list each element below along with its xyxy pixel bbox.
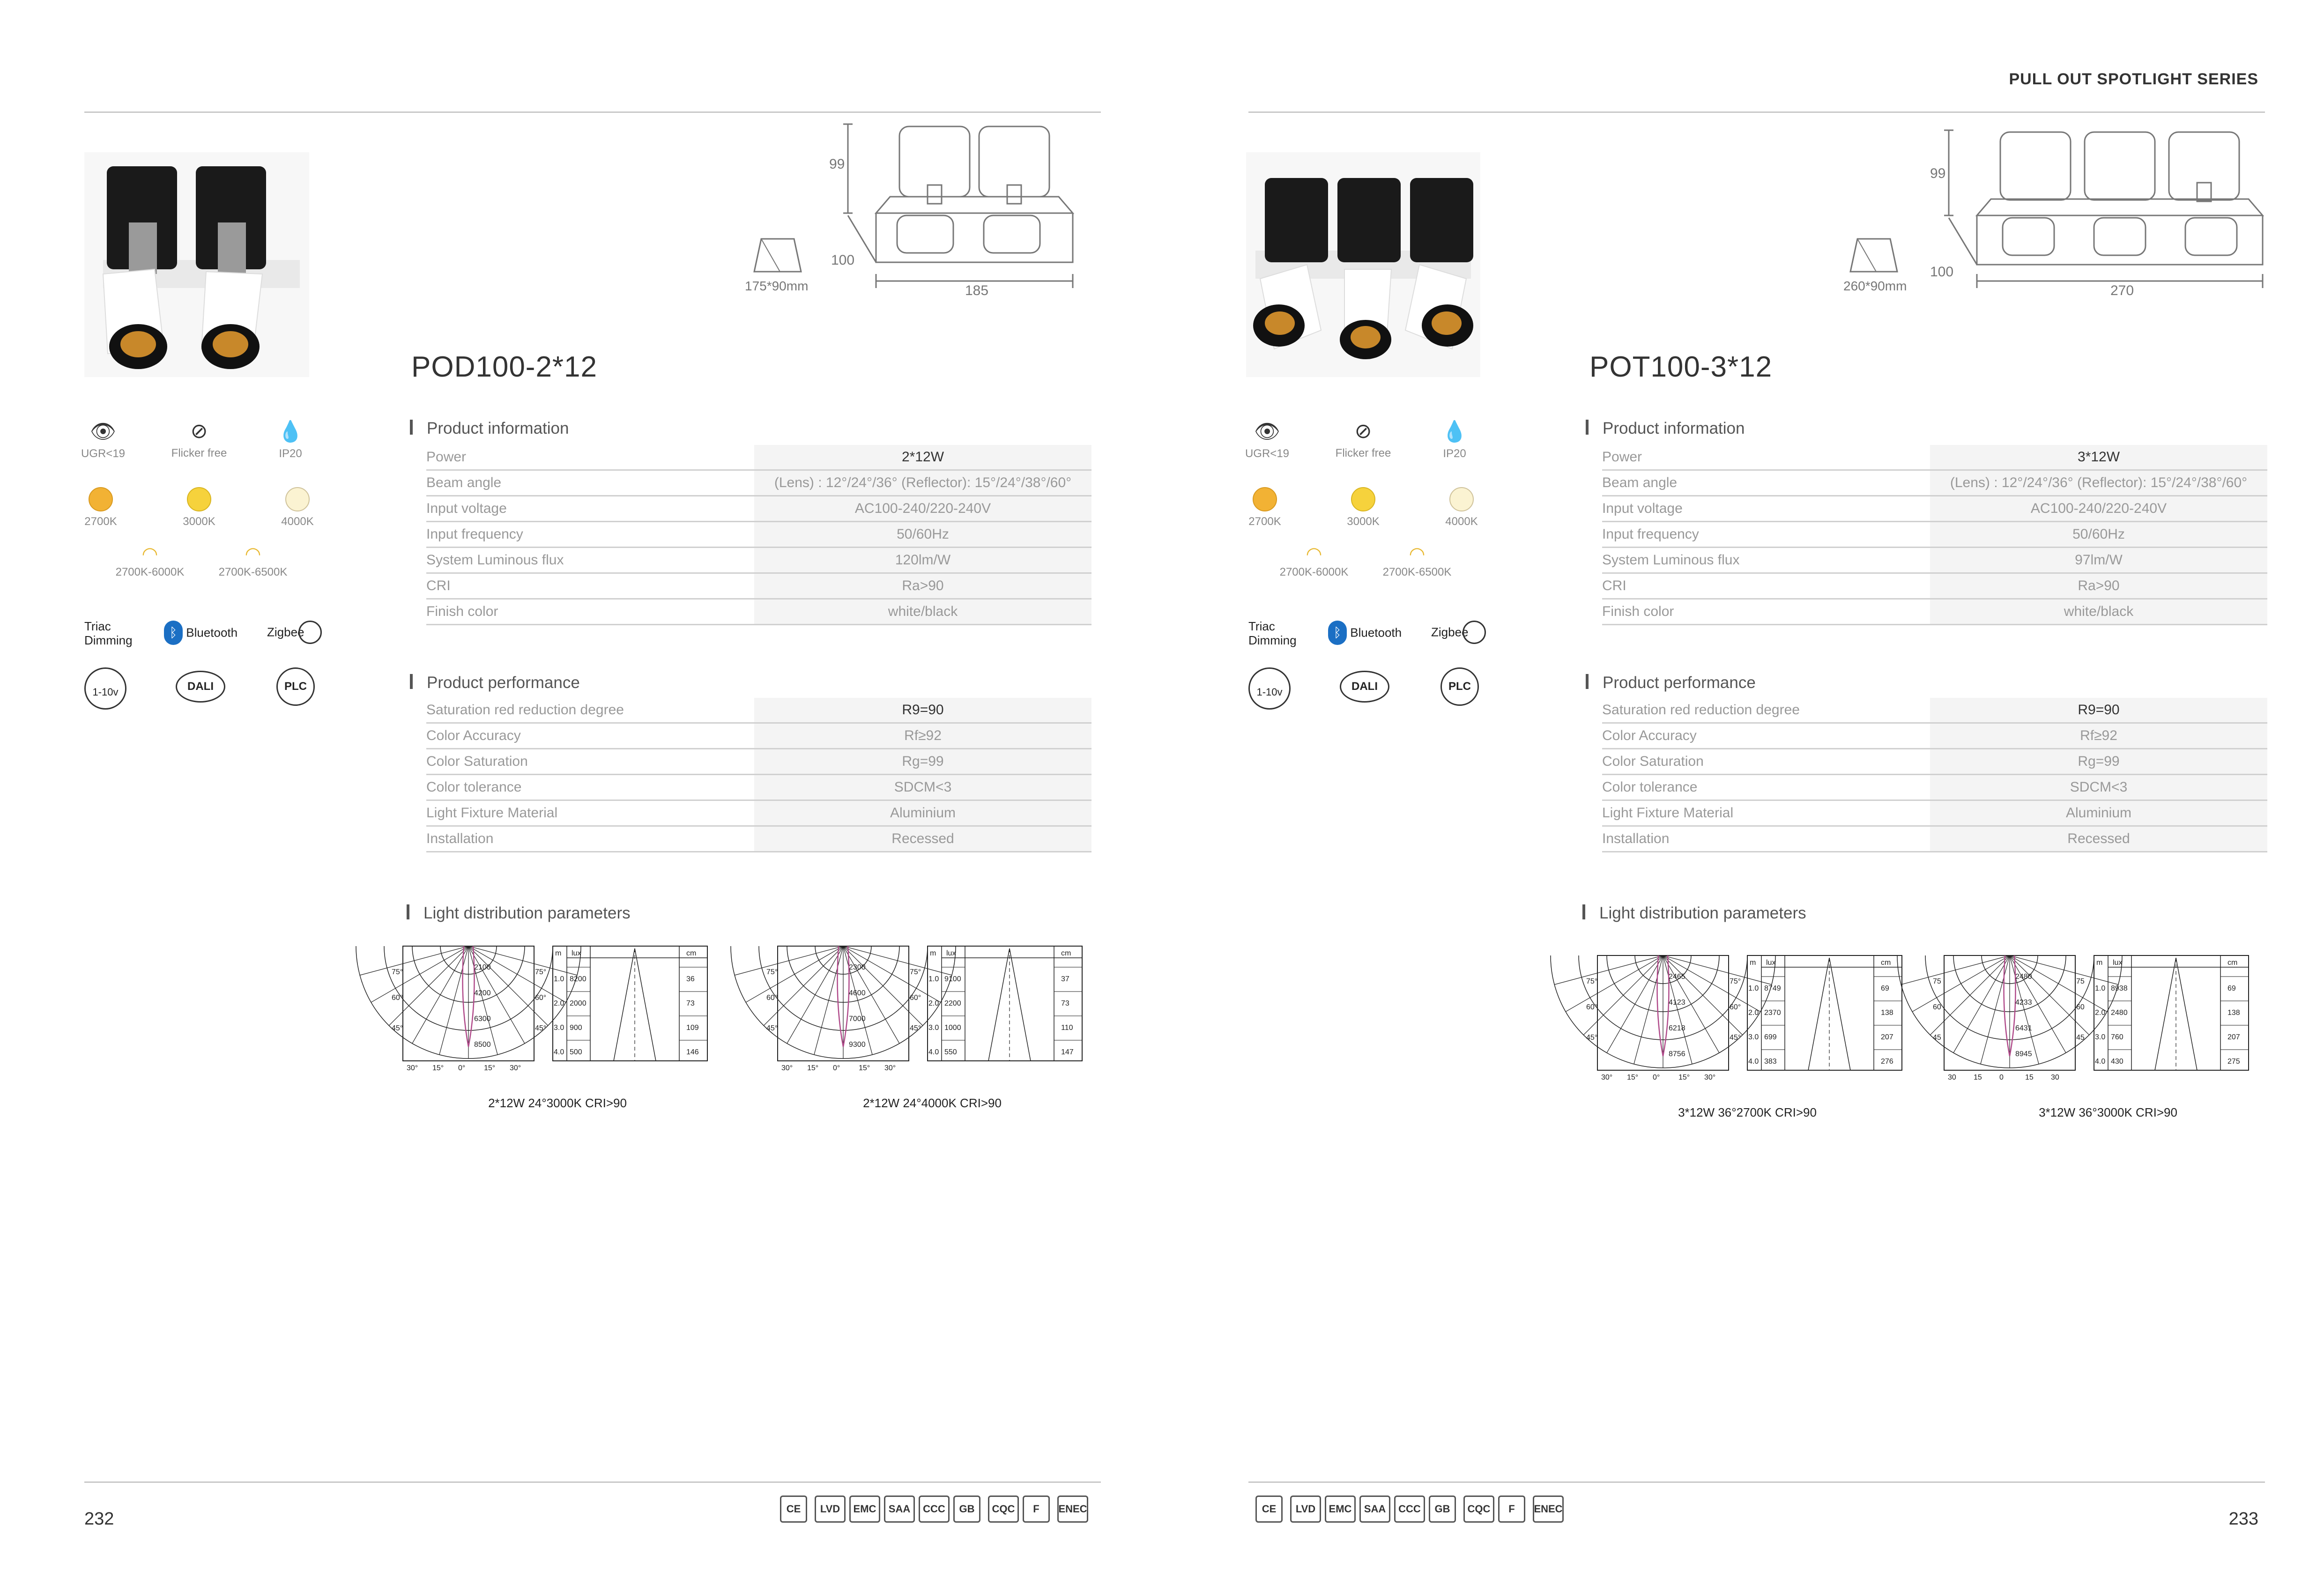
product-info-table (1602, 445, 2267, 625)
angle-label: 15° (807, 1064, 819, 1072)
ugr-feature: 👁 UGR<19 (81, 420, 126, 460)
cert-mark-gb: GB (953, 1496, 980, 1523)
chart-caption-1: 2*12W 24°3000K CRI>90 (488, 1096, 627, 1110)
polar-spoke (1583, 955, 1663, 1035)
polar-value-label: 7000 (849, 1015, 866, 1023)
angle-label: 45° (1730, 1034, 1741, 1042)
chart-caption-2: 2*12W 24°4000K CRI>90 (863, 1096, 1002, 1110)
ip20-feature: 💧 IP20 (1441, 420, 1468, 460)
ugr-feature: 👁 UGR<19 (1245, 420, 1290, 460)
table-row: Saturation red reduction degree R9=90 (1602, 698, 2267, 723)
table-row: Beam angle (Lens) : 12°/24°/36° (Reflector): 15°/24°/38°/60° (1602, 470, 2267, 496)
lux-value: 699 (1764, 1033, 1777, 1041)
tunable-2700-6500: ◠ 2700K-6500K (1377, 543, 1457, 579)
polar-value-label: 8500 (474, 1041, 491, 1049)
polar-value-label: 2465 (1669, 973, 1685, 981)
angle-label: 30° (407, 1064, 418, 1072)
table-row: Power 2*12W (426, 445, 1091, 470)
angle-label: 45° (392, 1024, 403, 1032)
angle-label: 30 (2051, 1074, 2059, 1081)
angle-label: 0° (1653, 1074, 1660, 1081)
cutout-size: 260*90mm (1843, 279, 1907, 293)
polar-value-label: 6431 (2015, 1024, 2032, 1032)
cert-mark-emc: EMC (1325, 1496, 1356, 1523)
polar-value-label: 4200 (474, 989, 491, 997)
polar-spoke (1607, 955, 1663, 1053)
angle-label: 45 (1933, 1034, 1941, 1042)
flicker-free-feature: ⊘ Flicker free (171, 420, 227, 459)
product-performance-table (1602, 698, 2267, 852)
chart-caption-4: 3*12W 36°3000K CRI>90 (2039, 1105, 2177, 1119)
cct-3000k: 3000K (1342, 487, 1384, 528)
angle-label: 30° (510, 1064, 521, 1072)
product-performance-title: Product performance (410, 674, 580, 692)
table-row: Power 3*12W (1602, 445, 2267, 470)
cert-mark-cqc: CQC (988, 1496, 1019, 1523)
tunable-arc-icon: ◠ (1306, 544, 1322, 564)
bluetooth-badge: ᛒ Bluetooth (164, 621, 238, 645)
cert-mark-enec: ENEC (1057, 1496, 1088, 1523)
angle-label: 15° (1627, 1074, 1639, 1081)
cert-mark-ccc: CCC (919, 1496, 950, 1523)
cct-dot-3000k (1351, 487, 1375, 511)
plc-badge: PLC (276, 667, 315, 706)
dim-depth: 100 (831, 252, 855, 268)
angle-label: 45 (2076, 1034, 2085, 1042)
page-number-right: 233 (2228, 1509, 2258, 1529)
lux-diameter: 109 (686, 1024, 699, 1032)
bluetooth-badge: ᛒ Bluetooth (1328, 621, 1402, 645)
angle-label: 75° (1730, 977, 1741, 985)
table-row: CRI Ra>90 (426, 573, 1091, 599)
lux-distance: 2.0 (2095, 1009, 2106, 1017)
angle-label: 30 (1948, 1074, 1956, 1081)
table-row: Saturation red reduction degree R9=90 (426, 698, 1091, 723)
lux-distance: 3.0 (928, 1024, 939, 1032)
polar-value-label: 9300 (849, 1041, 866, 1049)
angle-label: 60° (910, 994, 921, 1002)
lux-value: 8749 (1764, 985, 1781, 992)
polar-value-label: 8756 (1669, 1050, 1685, 1058)
dim-width: 185 (965, 283, 989, 298)
bluetooth-icon: ᛒ (1328, 621, 1347, 645)
lux-header-cm: cm (2227, 959, 2238, 967)
cert-mark-f: F (1498, 1496, 1525, 1523)
zigbee-badge: Zigbee (267, 621, 322, 644)
cert-mark-cqc: CQC (1463, 1496, 1494, 1523)
cct-2700k: 2700K (80, 487, 122, 528)
table-row: Light Fixture Material Aluminium (426, 800, 1091, 826)
lux-header-m: m (2096, 959, 2103, 967)
light-distribution-title: Light distribution parameters (407, 904, 631, 923)
lux-header-cm: cm (1061, 949, 1071, 957)
lux-value: 8200 (570, 975, 587, 983)
lux-diameter: 207 (1881, 1033, 1893, 1041)
lux-header-lux: lux (946, 949, 956, 957)
lux-diameter: 138 (1881, 1009, 1893, 1017)
dali-badge: DALI (176, 671, 225, 703)
tunable-arc-icon: ◠ (245, 544, 261, 564)
product-photo (1246, 152, 1480, 377)
lux-value: 383 (1764, 1058, 1777, 1066)
table-row: Input frequency 50/60Hz (1602, 522, 2267, 548)
polar-spoke (1634, 955, 1663, 1064)
table-row: Input frequency 50/60Hz (426, 522, 1091, 548)
table-row: Beam angle (Lens) : 12°/24°/36° (Reflector): 15°/24°/38°/60° (426, 470, 1091, 496)
lux-diameter: 276 (1881, 1058, 1893, 1066)
lux-distance: 4.0 (554, 1048, 564, 1056)
polar-value-label: 2480 (2015, 973, 2032, 981)
cct-3000k: 3000K (178, 487, 220, 528)
lux-distance: 3.0 (2095, 1033, 2106, 1041)
polar-spoke (2010, 955, 2089, 1035)
triac-dimming-label: Triac Dimming (84, 619, 133, 647)
polar-spoke (1953, 955, 2010, 1053)
lux-header-cm: cm (1881, 959, 1891, 967)
lux-distance: 3.0 (1748, 1033, 1759, 1041)
lux-value: 900 (570, 1024, 582, 1032)
polar-spoke (2010, 955, 2039, 1064)
lux-value: 760 (2111, 1033, 2124, 1041)
triac-dimming-label: Triac Dimming (1248, 619, 1297, 647)
lux-distance: 2.0 (1748, 1009, 1759, 1017)
cert-mark-emc: EMC (849, 1496, 880, 1523)
lux-header-lux: lux (572, 949, 581, 957)
dali-badge: DALI (1340, 671, 1389, 703)
dim-width: 270 (2110, 283, 2134, 298)
zigbee-icon (1463, 621, 1486, 644)
tunable-2700-6500: ◠ 2700K-6500K (213, 543, 293, 579)
light-distribution-title: Light distribution parameters (1582, 904, 1806, 923)
polar-value-label: 6300 (474, 1015, 491, 1023)
lux-value: 1000 (944, 1024, 961, 1032)
tunable-2700-6000: ◠ 2700K-6000K (110, 543, 190, 579)
product-info-title: Product information (410, 419, 569, 438)
table-row: Color Saturation Rg=99 (426, 749, 1091, 775)
table-row: CRI Ra>90 (1602, 573, 2267, 599)
polar-spoke (1566, 955, 1663, 1012)
bluetooth-icon: ᛒ (164, 621, 183, 645)
table-row: Input voltage AC100-240/220-240V (1602, 496, 2267, 522)
light-chart-4 (1933, 951, 2267, 1101)
eye-icon: 👁 (90, 420, 116, 443)
lux-header-lux: lux (2113, 959, 2123, 967)
angle-label: 60 (1933, 1003, 1941, 1011)
angle-label: 75 (1933, 977, 1941, 985)
light-chart-3 (1586, 951, 1921, 1101)
table-row: Input voltage AC100-240/220-240V (426, 496, 1091, 522)
table-row: Light Fixture Material Aluminium (1602, 800, 2267, 826)
cert-mark-enec: ENEC (1533, 1496, 1564, 1523)
lux-header-cm: cm (686, 949, 697, 957)
angle-label: 45° (910, 1024, 921, 1032)
angle-label: 60° (1730, 1003, 1741, 1011)
angle-label: 75° (1586, 977, 1598, 985)
lux-diameter: 36 (686, 975, 695, 983)
angle-label: 45° (1586, 1034, 1598, 1042)
polar-value-label: 4233 (2015, 999, 2032, 1007)
polar-spoke (1930, 955, 2010, 1035)
cct-4000k: 4000K (276, 487, 319, 528)
lux-header-m: m (555, 949, 562, 957)
model-name: POT100-3*12 (1589, 351, 1773, 383)
lux-header-m: m (930, 949, 936, 957)
polar-value-label: 2300 (849, 963, 866, 971)
table-row: Color Saturation Rg=99 (1602, 749, 2267, 775)
flicker-icon: ⊘ (190, 420, 208, 443)
table-row: Color Accuracy Rf≥92 (1602, 723, 2267, 749)
eye-icon: 👁 (1254, 420, 1280, 443)
dim-010v-badge: 1-10v (1248, 667, 1291, 710)
angle-label: 0° (458, 1064, 466, 1072)
dimension-drawing (1930, 126, 2267, 300)
angle-label: 15° (432, 1064, 444, 1072)
lux-header-lux: lux (1766, 959, 1776, 967)
dim-height: 99 (829, 156, 845, 172)
lux-value: 2370 (1764, 1009, 1781, 1017)
lux-value: 9100 (944, 975, 961, 983)
table-row: Color tolerance SDCM<3 (1602, 775, 2267, 800)
cert-mark-saa: SAA (1359, 1496, 1390, 1523)
angle-label: 15 (1974, 1074, 1982, 1081)
polar-spoke (1554, 955, 1663, 985)
angle-label: 15° (1678, 1074, 1690, 1081)
cert-mark-ce: CE (780, 1496, 807, 1523)
table-row: Installation Recessed (1602, 826, 2267, 852)
lux-distance: 1.0 (1748, 985, 1759, 992)
lux-diameter: 147 (1061, 1048, 1074, 1056)
lux-diameter: 37 (1061, 975, 1069, 983)
table-row: Color Accuracy Rf≥92 (426, 723, 1091, 749)
angle-label: 75° (392, 968, 403, 976)
angle-label: 30° (1704, 1074, 1716, 1081)
table-row: Color tolerance SDCM<3 (426, 775, 1091, 800)
table-row: System Luminous flux 97lm/W (1602, 548, 2267, 573)
lux-distance: 4.0 (1748, 1058, 1759, 1066)
lux-diameter: 69 (2227, 985, 2236, 992)
lux-value: 8938 (2111, 985, 2128, 992)
angle-label: 30° (884, 1064, 896, 1072)
angle-label: 75 (2076, 977, 2085, 985)
series-title: PULL OUT SPOTLIGHT SERIES (2009, 70, 2258, 88)
lux-diameter: 69 (1881, 985, 1889, 992)
cert-mark-lvd: LVD (1290, 1496, 1321, 1523)
chart-caption-3: 3*12W 36°2700K CRI>90 (1678, 1105, 1817, 1119)
angle-label: 60° (392, 994, 403, 1002)
lux-distance: 2.0 (928, 1000, 939, 1007)
water-drop-icon: 💧 (1441, 420, 1468, 443)
zigbee-badge: Zigbee (1431, 621, 1486, 644)
lux-distance: 4.0 (928, 1048, 939, 1056)
angle-label: 75° (535, 968, 547, 976)
flicker-free-feature: ⊘ Flicker free (1335, 420, 1391, 459)
angle-label: 75° (766, 968, 778, 976)
lux-value: 2000 (570, 1000, 587, 1007)
lux-diameter: 73 (686, 1000, 695, 1007)
angle-label: 30° (781, 1064, 793, 1072)
lux-distance: 3.0 (554, 1024, 564, 1032)
polar-value-label: 6218 (1669, 1024, 1685, 1032)
angle-label: 60° (1586, 1003, 1598, 1011)
lux-diameter: 110 (1061, 1024, 1073, 1032)
lux-header-m: m (1750, 959, 1756, 967)
lux-diameter: 138 (2227, 1009, 2240, 1017)
polar-spoke (1663, 955, 1743, 1035)
table-row: Finish color white/black (426, 599, 1091, 625)
angle-label: 15° (859, 1064, 870, 1072)
product-info-title: Product information (1586, 419, 1745, 438)
polar-spoke (1981, 955, 2010, 1064)
lux-diameter: 73 (1061, 1000, 1069, 1007)
plc-badge: PLC (1440, 667, 1479, 706)
angle-label: 15 (2025, 1074, 2034, 1081)
lux-diameter: 275 (2227, 1058, 2240, 1066)
table-row: Installation Recessed (426, 826, 1091, 852)
lux-value: 430 (2111, 1058, 2124, 1066)
cert-mark-lvd: LVD (815, 1496, 846, 1523)
table-row: Finish color white/black (1602, 599, 2267, 625)
lux-distance: 4.0 (2095, 1058, 2106, 1066)
lux-diameter: 207 (2227, 1033, 2240, 1041)
tunable-arc-icon: ◠ (1409, 544, 1426, 564)
angle-label: 60 (2076, 1003, 2085, 1011)
cert-mark-ce: CE (1255, 1496, 1283, 1523)
lux-distance: 1.0 (928, 975, 939, 983)
water-drop-icon: 💧 (277, 420, 304, 443)
polar-spoke (1912, 955, 2010, 1012)
angle-label: 0 (1999, 1074, 2004, 1081)
polar-value-label: 4123 (1669, 999, 1685, 1007)
angle-label: 75° (910, 968, 921, 976)
certifications-right (1255, 1496, 1574, 1525)
flicker-icon: ⊘ (1354, 420, 1372, 443)
cct-4000k: 4000K (1440, 487, 1483, 528)
lux-value: 2200 (944, 1000, 961, 1007)
model-name: POD100-2*12 (411, 351, 598, 383)
angle-label: 30° (1601, 1074, 1613, 1081)
cert-mark-gb: GB (1429, 1496, 1456, 1523)
angle-label: 15° (484, 1064, 496, 1072)
cct-dot-2700k (1253, 487, 1277, 511)
tunable-arc-icon: ◠ (141, 544, 158, 564)
lux-distance: 1.0 (2095, 985, 2106, 992)
page-number-left: 232 (84, 1509, 114, 1529)
lux-value: 550 (944, 1048, 957, 1056)
cct-2700k: 2700K (1244, 487, 1286, 528)
dim-depth: 100 (1930, 264, 1954, 280)
cert-mark-saa: SAA (884, 1496, 915, 1523)
lux-distance: 1.0 (554, 975, 564, 983)
angle-label: 0° (833, 1064, 840, 1072)
angle-label: 45° (766, 1024, 778, 1032)
cutout-icon (1848, 237, 1900, 274)
lux-value: 500 (570, 1048, 582, 1056)
polar-spoke (1663, 955, 1692, 1064)
cct-dot-4000k (1449, 487, 1474, 511)
angle-label: 60° (766, 994, 778, 1002)
polar-value-label: 4600 (849, 989, 866, 997)
cert-mark-ccc: CCC (1394, 1496, 1425, 1523)
angle-label: 60° (535, 994, 547, 1002)
tunable-2700-6000: ◠ 2700K-6000K (1274, 543, 1354, 579)
lux-distance: 2.0 (554, 1000, 564, 1007)
polar-value-label: 2100 (474, 963, 491, 971)
cutout-size: 175*90mm (745, 279, 809, 293)
polar-value-label: 8945 (2015, 1050, 2032, 1058)
cert-mark-f: F (1023, 1496, 1050, 1523)
dim-height: 99 (1930, 166, 1946, 181)
ip20-feature: 💧 IP20 (277, 420, 304, 460)
table-row: System Luminous flux 120lm/W (426, 548, 1091, 573)
dim-010v-badge: 1-10v (84, 667, 126, 710)
angle-label: 45° (535, 1024, 547, 1032)
lux-diameter: 146 (686, 1048, 699, 1056)
lux-value: 2480 (2111, 1009, 2128, 1017)
product-performance-title: Product performance (1586, 674, 1756, 692)
